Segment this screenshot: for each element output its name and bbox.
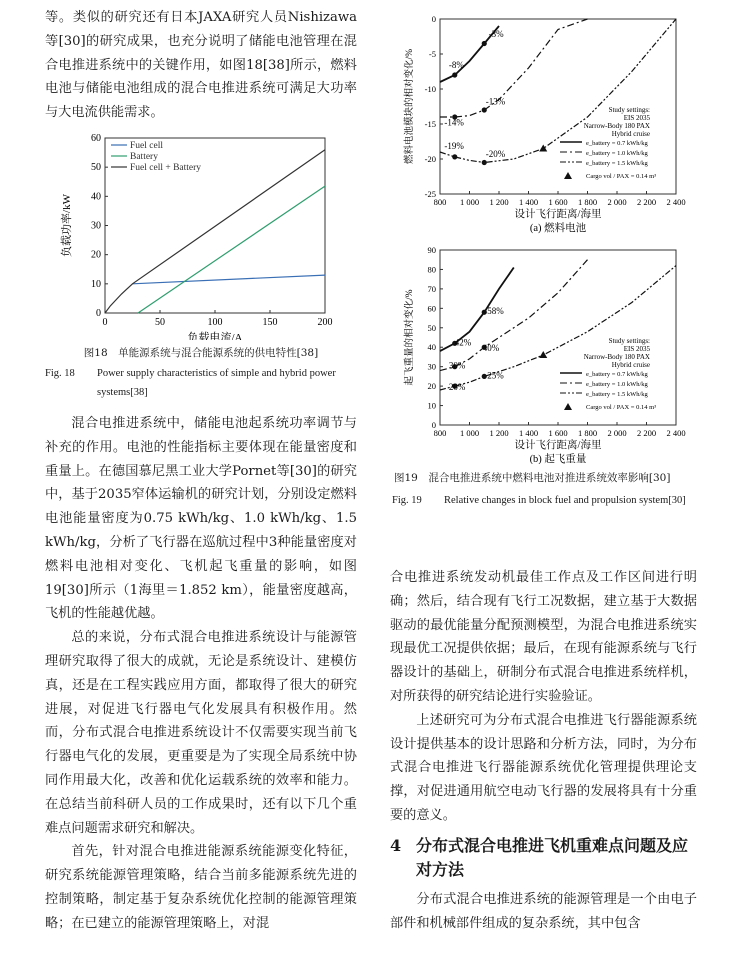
fig19-caption-en: Relative changes in block fuel and propulsion system[30] xyxy=(444,495,686,506)
fig19b-chart xyxy=(400,236,700,464)
y-tick-label: 50 xyxy=(427,322,436,333)
y-tick-label: 20 xyxy=(427,381,436,392)
data-label: -3% xyxy=(488,29,504,40)
data-label: 20% xyxy=(448,382,466,392)
fig19-caption-en-label: Fig. 19 xyxy=(392,495,422,506)
data-point xyxy=(482,310,487,315)
y-tick-label: 80 xyxy=(427,264,436,275)
y-tick-label: 20 xyxy=(91,249,101,261)
y-axis-label: 负载功率/kW xyxy=(61,194,73,257)
x-tick-label: 1 800 xyxy=(577,428,598,438)
fig18-caption-en: Power supply characteristics of simple and hybrid power systems[38] xyxy=(97,368,336,398)
legend-setting: Narrow-Body 180 PAX xyxy=(583,122,650,130)
y-tick-label: 30 xyxy=(427,361,436,372)
x-tick-label: 1 400 xyxy=(518,428,539,438)
fig18-caption-en-label: Fig. 18 xyxy=(45,368,75,379)
x-tick-label: 1 000 xyxy=(459,428,480,438)
y-tick-label: 90 xyxy=(427,245,436,255)
legend-label: Fuel cell xyxy=(130,141,163,151)
legend-setting: EIS 2035 xyxy=(623,345,650,353)
x-tick-label: 1 200 xyxy=(489,197,509,207)
data-point xyxy=(482,160,487,165)
paragraph: 混合电推进系统中，储能电池起系统功率调节与补充的作用。电池的性能指标主要体现在能量密度和重量上。在德国慕尼黑工业大学Pornet等[30]的研究中，基于2035窄体运输机的研究计划，分别设定燃料电池能量密度为0.75 kWh/kg、1.0 kWh/kg、1.5 kWh/kg，分析了飞行器在巡航过程中3种能量密度对燃料电池相对变化、飞机起飞重量的影响，如图19[30]所示（1海里＝1.852 km），能量密度越高，飞机的性能越优越。 xyxy=(45,416,357,622)
x-tick-label: 1 000 xyxy=(459,197,480,207)
x-tick-label: 2 200 xyxy=(636,428,657,438)
y-tick-label: 30 xyxy=(91,220,101,232)
paragraph: 合电推进系统发动机最佳工作点及工作区间进行明确；然后，结合现有飞行工况数据，建立基于大数据驱动的最优能量分配预测模型，为混合电推进系统实现最优工况提供依据；最后，在现有能源系统与飞行器设计的基础上，研制分布式混合电推进系统样机，对所获得的研究结论进行实验验证。 xyxy=(390,570,697,704)
y-tick-label: -5 xyxy=(428,49,436,59)
cargo-marker xyxy=(539,145,547,152)
legend-cargo-marker xyxy=(564,172,572,179)
y-tick-label: 60 xyxy=(91,133,101,144)
x-tick-label: 1 200 xyxy=(489,428,509,438)
fig18-chart xyxy=(50,128,350,340)
legend-label: e_battery = 1.0 kWh/kg xyxy=(586,150,648,157)
right-column-body xyxy=(390,566,697,935)
legend-label: e_battery = 0.7 kWh/kg xyxy=(586,140,648,147)
fig19a-chart xyxy=(400,5,700,237)
series-line-3 xyxy=(105,150,325,313)
fig18-caption xyxy=(45,345,357,402)
section-heading xyxy=(390,834,697,882)
y-tick-label: -10 xyxy=(424,84,436,94)
legend-setting: Hybrid cruise xyxy=(611,130,650,138)
legend-cargo-marker xyxy=(564,403,572,410)
series-line-2 xyxy=(138,186,325,313)
legend-setting: Hybrid cruise xyxy=(611,361,650,369)
y-tick-label: 0 xyxy=(431,420,436,430)
series-line-2 xyxy=(440,260,588,371)
data-point xyxy=(452,154,457,159)
x-axis-label: 设计飞行距离/海里 xyxy=(514,209,602,220)
chart-subtitle: (b) 起飞重量 xyxy=(529,454,587,464)
legend-label: e_battery = 1.5 kWh/kg xyxy=(586,160,648,167)
data-label: -13% xyxy=(485,96,506,107)
y-tick-label: -25 xyxy=(424,189,436,199)
paragraph: 上述研究可为分布式混合电推进飞行器能源系统设计提供基本的设计思路和分析方法，同时，为分布式混合电推进飞行器能源系统优化管理提供理论支撑，对促进通用航空电动飞行器的发展将具有十分重要的意义。 xyxy=(390,712,697,823)
x-tick-label: 1 600 xyxy=(548,197,568,207)
x-tick-label: 100 xyxy=(207,317,223,328)
y-tick-label: 0 xyxy=(431,14,436,24)
cargo-marker xyxy=(539,351,547,358)
data-point xyxy=(482,374,487,379)
data-label: 40% xyxy=(482,343,500,354)
section-number: 4 xyxy=(390,835,402,855)
left-column xyxy=(45,6,357,125)
legend-label: e_battery = 0.7 kWh/kg xyxy=(586,371,648,378)
x-tick-label: 50 xyxy=(155,317,165,328)
y-tick-label: -15 xyxy=(424,119,436,129)
paragraph: 总的来说，分布式混合电推进系统设计与能源管理研究取得了很大的成就，无论是系统设计、建模仿真，还是在工程实践应用方面，都取得了很大的研究进展，对促进飞行器电气化发展具有积极作用。然而，分布式混合电推进系统设计不仅需要实现当前飞行器电气化的发展，更重要是为了实现全局系统中协同作用最大化，改善和优化运载系统的效率和能力。在总结当前科研人员的工作成果时，还有以下几个重难点问题需求研究和解决。 xyxy=(45,630,357,836)
fig19-caption xyxy=(392,470,697,510)
y-tick-label: 70 xyxy=(427,283,436,294)
x-tick-label: 0 xyxy=(102,317,108,328)
legend-title: Study settings: xyxy=(608,106,650,114)
x-tick-label: 2 200 xyxy=(636,197,657,207)
chart-subtitle: (a) 燃料电池 xyxy=(529,223,587,234)
paragraph: 分布式混合电推进系统的能源管理是一个由电子部件和机械部件组成的复杂系统，其中包含 xyxy=(390,891,697,931)
legend-label: Fuel cell + Battery xyxy=(130,163,202,173)
figure-18 xyxy=(50,128,350,340)
y-tick-label: 50 xyxy=(91,162,101,174)
paragraph: 首先，针对混合电推进能源系统能源变化特征，研究系统能源管理策略，结合当前多能源系统先进的控制策略，制定基于复杂系统优化控制的能源管理策略；在已建立的能源管理策略上，对混 xyxy=(45,844,357,931)
y-tick-label: 40 xyxy=(91,191,101,203)
legend-label: Battery xyxy=(130,152,158,162)
y-axis-label: 燃料电池模块的相对变化/% xyxy=(405,48,415,165)
x-axis-label: 设计飞行距离/海里 xyxy=(514,440,602,451)
x-axis-label: 负载电流/A xyxy=(187,332,243,340)
x-tick-label: 150 xyxy=(262,317,278,328)
x-tick-label: 200 xyxy=(317,317,333,328)
series-line-1 xyxy=(133,275,326,284)
data-label: 58% xyxy=(487,306,504,317)
data-label: 42% xyxy=(454,337,472,348)
fig19-caption-cn: 图19 混合电推进系统中燃料电池对推进系统效率影响[30] xyxy=(394,472,671,484)
x-tick-label: 2 000 xyxy=(607,197,627,207)
legend-label: e_battery = 1.5 kWh/kg xyxy=(586,391,648,398)
figure-19a xyxy=(400,5,700,237)
y-tick-label: 0 xyxy=(96,308,101,319)
x-tick-label: 2 400 xyxy=(666,197,686,207)
y-tick-label: -20 xyxy=(424,154,436,164)
y-tick-label: 10 xyxy=(91,278,101,290)
fig18-caption-cn: 图18 单能源系统与混合能源系统的供电特性[38] xyxy=(83,347,319,359)
data-point xyxy=(452,72,457,77)
data-label: -19% xyxy=(444,141,464,152)
y-axis-label: 起飞重量的相对变化/% xyxy=(405,289,415,386)
y-tick-label: 40 xyxy=(427,342,436,353)
data-label: -14% xyxy=(444,117,464,128)
data-label: 25% xyxy=(487,370,504,381)
x-tick-label: 2 000 xyxy=(607,428,627,438)
figure-19b xyxy=(400,236,700,464)
x-tick-label: 1 800 xyxy=(577,197,598,207)
x-tick-label: 2 400 xyxy=(666,428,686,438)
y-tick-label: 10 xyxy=(427,400,436,411)
x-tick-label: 800 xyxy=(433,428,447,438)
data-point xyxy=(482,107,487,112)
x-tick-label: 1 400 xyxy=(518,197,539,207)
x-tick-label: 1 600 xyxy=(548,428,568,438)
data-label: -20% xyxy=(485,148,506,159)
x-tick-label: 800 xyxy=(433,197,447,207)
y-tick-label: 60 xyxy=(427,303,436,314)
section-title: 分布式混合电推进飞机重难点问题及应对方法 xyxy=(416,835,689,879)
legend-setting: EIS 2035 xyxy=(623,114,650,122)
legend-title: Study settings: xyxy=(608,337,650,345)
legend-cargo-label: Cargo vol / PAX = 0.14 m³ xyxy=(586,404,657,411)
legend-setting: Narrow-Body 180 PAX xyxy=(583,353,650,361)
data-label: -8% xyxy=(448,60,464,70)
data-label: 30% xyxy=(448,360,466,371)
paragraph: 等。类似的研究还有日本JAXA研究人员Nishizawa等[30]的研究成果，也充分说明了储能电池管理在混合电推进系统中的关键作用，如图18[38]所示，燃料电池与储能电池组成的混合电推进系统可满足大功率与大电流供能需求。 xyxy=(45,10,357,121)
legend-cargo-label: Cargo vol / PAX = 0.14 m³ xyxy=(586,173,657,180)
left-column-body xyxy=(45,412,357,936)
data-point xyxy=(482,41,487,46)
legend-label: e_battery = 1.0 kWh/kg xyxy=(586,381,648,388)
